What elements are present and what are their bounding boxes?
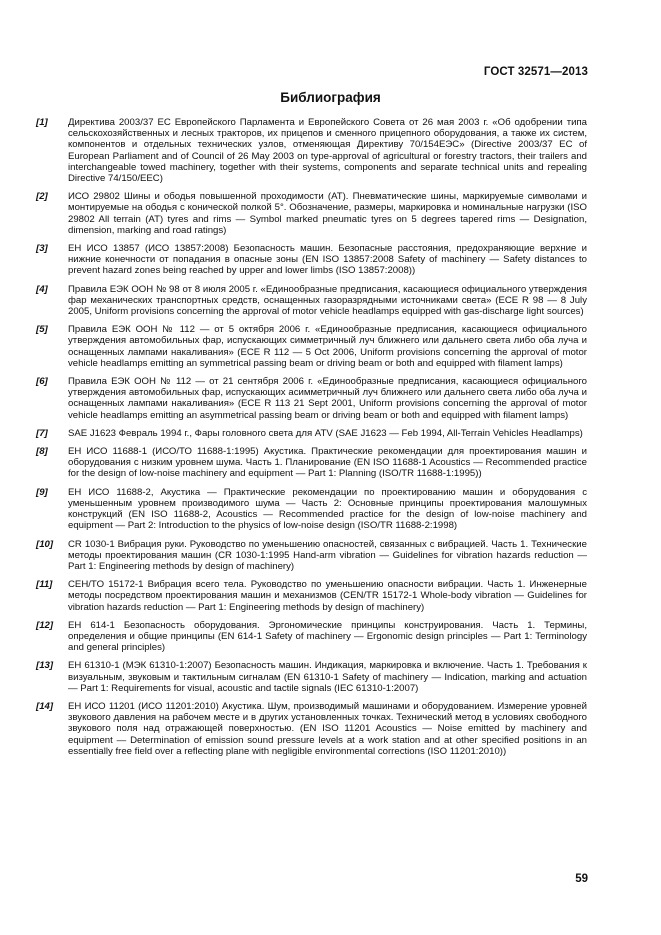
bibliography-entry (36, 284, 587, 318)
entry-number: [5] (36, 324, 48, 336)
entry-number: [13] (36, 660, 54, 672)
bibliography-entry (36, 428, 587, 439)
entry-text: ИСО 29802 Шины и ободья повышенной проходимости (AT). Пневматические шины, маркируемые символами и монтируемые на ободья с конической полкой 5°. Обозначение, размеры, маркировка и номинальные нагрузки (ISO 29802 All terrain (AT) tyres and rims — Symbol marked pneumatic tyres on 5 degrees tapered rims — Designation, dimension, marking and road ratings) (68, 191, 587, 236)
entry-text: ЕН 614-1 Безопасность оборудования. Эргономические принципы конструирования. Часть 1. Термины, определения и общие принципы (EN 614-1 Safety of machinery — Ergonomic design principles — Part 1: Terminology and general principles) (68, 619, 587, 654)
entry-number: [7] (36, 427, 48, 439)
bibliography-entry (36, 701, 587, 757)
entry-text: ЕН ИСО 11688-2, Акустика — Практические рекомендации по проектированию машин и оборудования с уменьшенным уровнем производимого шума — Часть 2: Основные принципы проектирования малошумных конструкций (EN ISO 11688-2, Acoustics — Recommended practice for the design of low-noise machinery and equipment — Part 2: Introduction to the physics of low-noise design (ISO/TR 11688-2:1998) (68, 486, 587, 532)
entry-text: CR 1030-1 Вибрация руки. Руководство по уменьшению опасностей, связанных с вибрацией. Часть 1. Технические методы проектирования машин (CR 1030-1:1995 Hand-arm vibration — Guidelines for vibration hazards reduction — Part 1: Engineering methods by design of machinery) (68, 538, 587, 572)
bibliography-entry (36, 117, 587, 184)
entry-text: ЕН 61310-1 (МЭК 61310-1:2007) Безопасность машин. Индикация, маркировка и включение. Часть 1. Требования к визуальным, звуковым и тактильным сигналам (EN 61310-1 Safety of machinery — Indication, marking and actuation — Part 1: Requirements for visual, acoustic and tactile signals (IEC 61310-1:2007) (68, 660, 587, 694)
entry-number: [9] (36, 486, 48, 498)
entry-number: [2] (36, 191, 48, 203)
bibliography-entry (36, 579, 587, 613)
entry-number: [14] (36, 700, 54, 712)
entry-number: [10] (36, 538, 54, 550)
bibliography-entry (36, 376, 587, 421)
bibliography-entry (36, 446, 587, 480)
bibliography-entry (36, 620, 587, 654)
entry-number: [4] (36, 283, 48, 295)
entry-text: ЕН ИСО 11688-1 (ИСО/ТО 11688-1:1995) Акустика. Практические рекомендации для проектирования машин и оборудования с низким уровнем шума. Часть 1. Планирование (EN ISO 11688-1 Acoustics — Recommended practice for the design of low-noise machinery and equipment — Part 1: Planning (ISO/TR 11688-1:1995)) (68, 446, 587, 480)
page-number: 59 (575, 873, 588, 885)
entry-text: Правила ЕЭК ООН № 112 — от 21 сентября 2006 г. «Единообразные предписания, касающиеся официального утверждения автомобильных фар, испускающих асимметричный луч ближнего или дальнего света либо оба луча и оснащенных лампами накаливания» (ECE R 113 21 Sept 2001, Uniform provisions concerning the approval of motor vehicle headlamps emitting an asymmetrical passing beam or driving beam or both and equipped with filament lamps) (68, 376, 587, 421)
bibliography-list (36, 117, 587, 764)
entry-number: [12] (36, 619, 54, 631)
document-code-header: ГОСТ 32571—2013 (483, 66, 588, 78)
page-title: Библиография (280, 90, 381, 105)
bibliography-entry (36, 191, 587, 236)
entry-text: SAE J1623 Февраль 1994 г., Фары головного света для ATV (SAE J1623 — Feb 1994, All-Terrain Vehicles Headlamps) (68, 427, 583, 439)
entry-text: Правила ЕЭК ООН № 112 — от 5 октября 2006 г. «Единообразные предписания, касающиеся официального утверждения автомобильных фар, испускающих симметричный луч ближнего или дальнего света либо оба луча и оснащенных лампами накаливания» (ECE R 112 — 5 Oct 2006, Uniform provisions concerning the approval of motor vehicle headlamps emitting an symmetrical passing beam or driving beam or both and equipped with filament lamps) (68, 324, 587, 369)
bibliography-entry (36, 324, 587, 369)
entry-number: [3] (36, 243, 48, 255)
bibliography-entry (36, 487, 587, 532)
bibliography-entry (36, 660, 587, 694)
bibliography-entry (36, 243, 587, 277)
entry-number: [8] (36, 446, 48, 458)
bibliography-entry (36, 539, 587, 573)
entry-number: [1] (36, 117, 48, 128)
entry-text: CEH/TO 15172-1 Вибрация всего тела. Руководство по уменьшению опасности вибрации. Часть 1. Инженерные методы посредством проектирования машин и механизмов (CEN/TR 15172-1 Whole-body vibration — Guidelines for vibration hazards reduction — Part 1: Engineering methods by design of machinery) (68, 579, 587, 613)
entry-number: [6] (36, 376, 48, 388)
entry-text: Директива 2003/37 ЕС Европейского Парламента и Европейского Совета от 26 мая 2003 г. «Об одобрении типа сельскохозяйственных и лесных тракторов, их прицепов и сменного прицепного оборудования, а также их систем, компонентов и отдельных технических узлов, отменяющая Директиву 70/154ЕЭС» (Directive 2003/37 EC of European Parliament and of Council of 26 May 2003 on type-approval of agricultural or forestry tractors, their trailers and interchangeable towed machinery, together with their systems, components and separate technical units and repealing Directive 74/150/EEC) (68, 117, 587, 185)
entry-text: Правила ЕЭК ООН № 98 от 8 июля 2005 г. «Единообразные предписания, касающиеся официального утверждения фар механических транспортных средств, оснащенных газоразрядными источниками света» (ECE R 98 — 8 July 2005, Uniform provisions concerning the approval of motor vehicle headlamps equipped with gas-discharge light sources) (68, 283, 587, 318)
entry-text: ЕН ИСО 11201 (ИСО 11201:2010) Акустика. Шум, производимый машинами и оборудованием. Измерение уровней звукового давления на рабочем месте и в других установленных точках. Технический метод в условиях свободного звукового поля над отражающей поверхностью. (EN ISO 11201 Acoustics — Noise emitted by machinery and equipment — Determination of emission sound pressure levels at a work station and at other specified positions in an essentially free field over a reflecting plane with negligible environmental corrections (ISO 11201:2010)) (68, 700, 587, 757)
entry-number: [11] (36, 579, 53, 591)
entry-text: ЕН ИСО 13857 (ИСО 13857:2008) Безопасность машин. Безопасные расстояния, предохраняющие верхние и нижние конечности от попадания в опасные зоны (EN ISO 13857:2008 Safety of machinery — Safety distances to prevent hazard zones being reached by upper and lower limbs (ISO 13857:2008)) (68, 243, 587, 277)
